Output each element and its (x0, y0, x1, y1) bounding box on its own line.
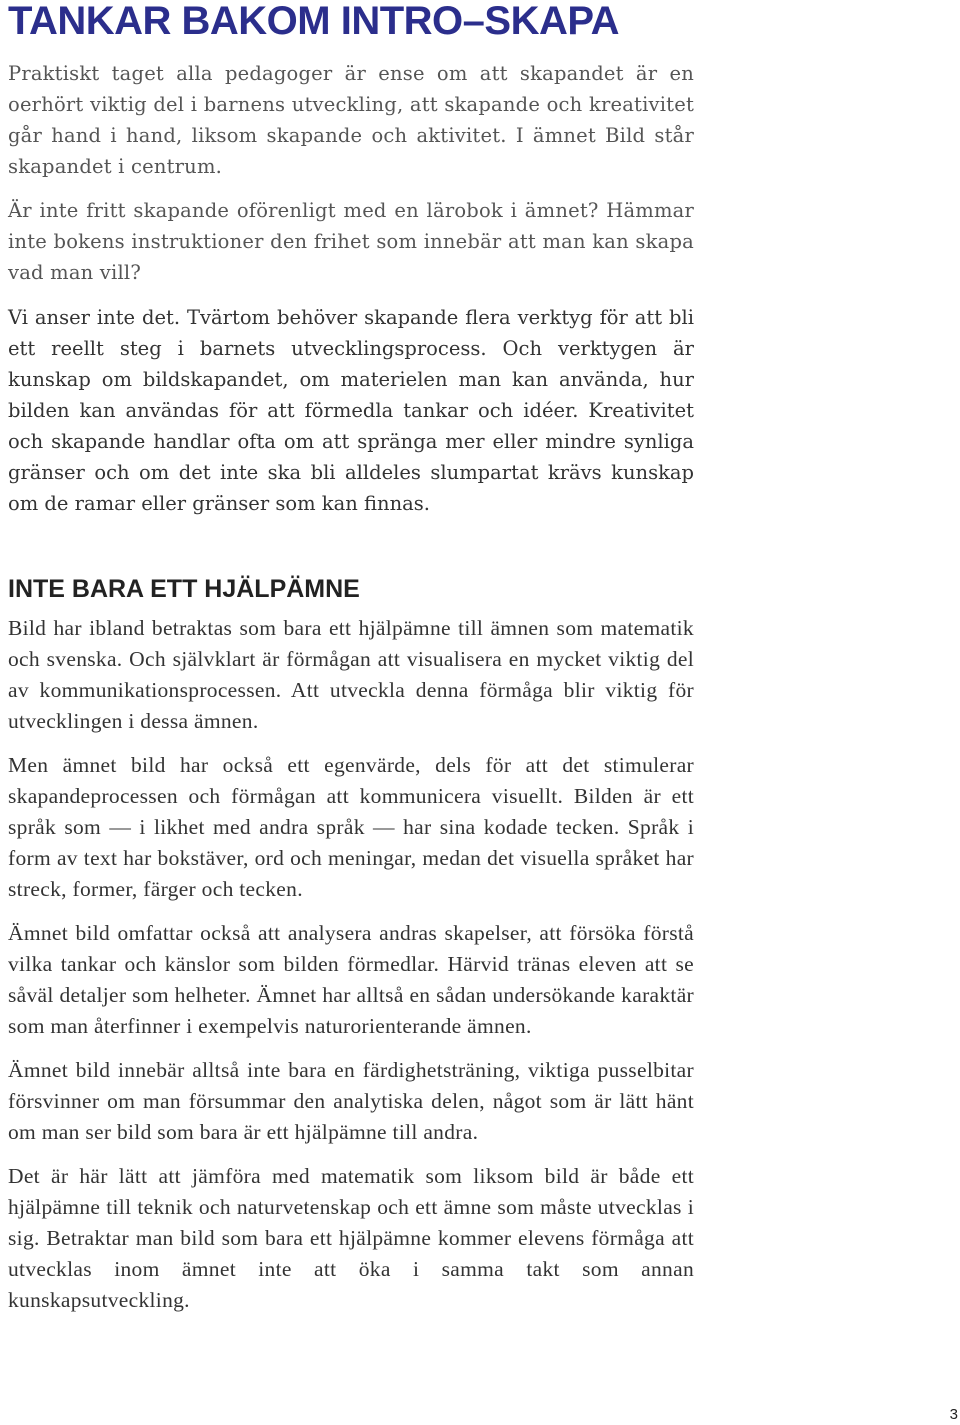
body-paragraph: Ämnet bild innebär alltså inte bara en färdighetsträning, viktiga pusselbitar försvinner om man försummar den analytiska delen, något som är lätt hänt om man ser bild som bara är ett hjälpämne till andra. (8, 1058, 694, 1144)
page-number: 3 (949, 1406, 958, 1423)
page-title: TANKAR BAKOM INTRO–SKAPA (8, 0, 619, 43)
intro-section (8, 58, 694, 288)
body-section-a (8, 302, 694, 519)
intro-paragraph: Praktiskt taget alla pedagoger är ense om att skapandet är en oerhört viktig del i barnens utveckling, att skapande och kreativitet går hand i hand, liksom skapande och aktivitet. I ämnet Bild står skapandet i centrum. (8, 62, 694, 178)
section-heading: INTE BARA ETT HJÄLPÄMNE (8, 575, 360, 603)
body-paragraph: Bild har ibland betraktas som bara ett hjälpämne till ämnen som matematik och svenska. Och självklart är förmågan att visualisera en mycket viktig del av kommunikationsprocessen. Att utveckla denna förmåga blir viktig för utvecklingen i dessa ämnen. (8, 616, 694, 733)
body-paragraph: Det är här lätt att jämföra med matematik som liksom bild är både ett hjälpämne till teknik och naturvetenskap och ett ämne som måste utvecklas i sig. Betraktar man bild som bara ett hjälpämne kommer elevens förmåga att utvecklas inom ämnet inte att öka i samma takt som annan kunskapsutveckling. (8, 1164, 694, 1312)
body-section-b (8, 613, 694, 1316)
body-paragraph: Ämnet bild omfattar också att analysera andras skapelser, att försöka förstå vilka tankar och känslor som bilden förmedlar. Härvid tränas eleven att se såväl detaljer som helheter. Ämnet har alltså en sådan undersökande karaktär som man återfinner i exempelvis naturorienterande ämnen. (8, 921, 694, 1038)
body-paragraph: Vi anser inte det. Tvärtom behöver skapande flera verktyg för att bli ett reellt steg i barnets utvecklingsprocess. Och verktygen är kunskap om bildskapandet, om materielen man kan använda, hur bilden kan användas för att förmedla tankar och idéer. Kreativitet och skapande handlar ofta om att spränga mer eller mindre synliga gränser och om det inte ska bli alldeles slumpartat krävs kunskap om de ramar eller gränser som kan finnas. (8, 306, 694, 515)
intro-paragraph: Är inte fritt skapande oförenligt med en lärobok i ämnet? Hämmar inte bokens instruktioner den frihet som innebär att man kan skapa vad man vill? (8, 199, 694, 284)
body-paragraph: Men ämnet bild har också ett egenvärde, dels för att det stimulerar skapandeprocessen och förmågan att kommunicera visuellt. Bilden är ett språk som — i likhet med andra språk — har sina kodade tecken. Språk i form av text har bokstäver, ord och meningar, medan det visuella språket har streck, former, färger och tecken. (8, 753, 694, 901)
